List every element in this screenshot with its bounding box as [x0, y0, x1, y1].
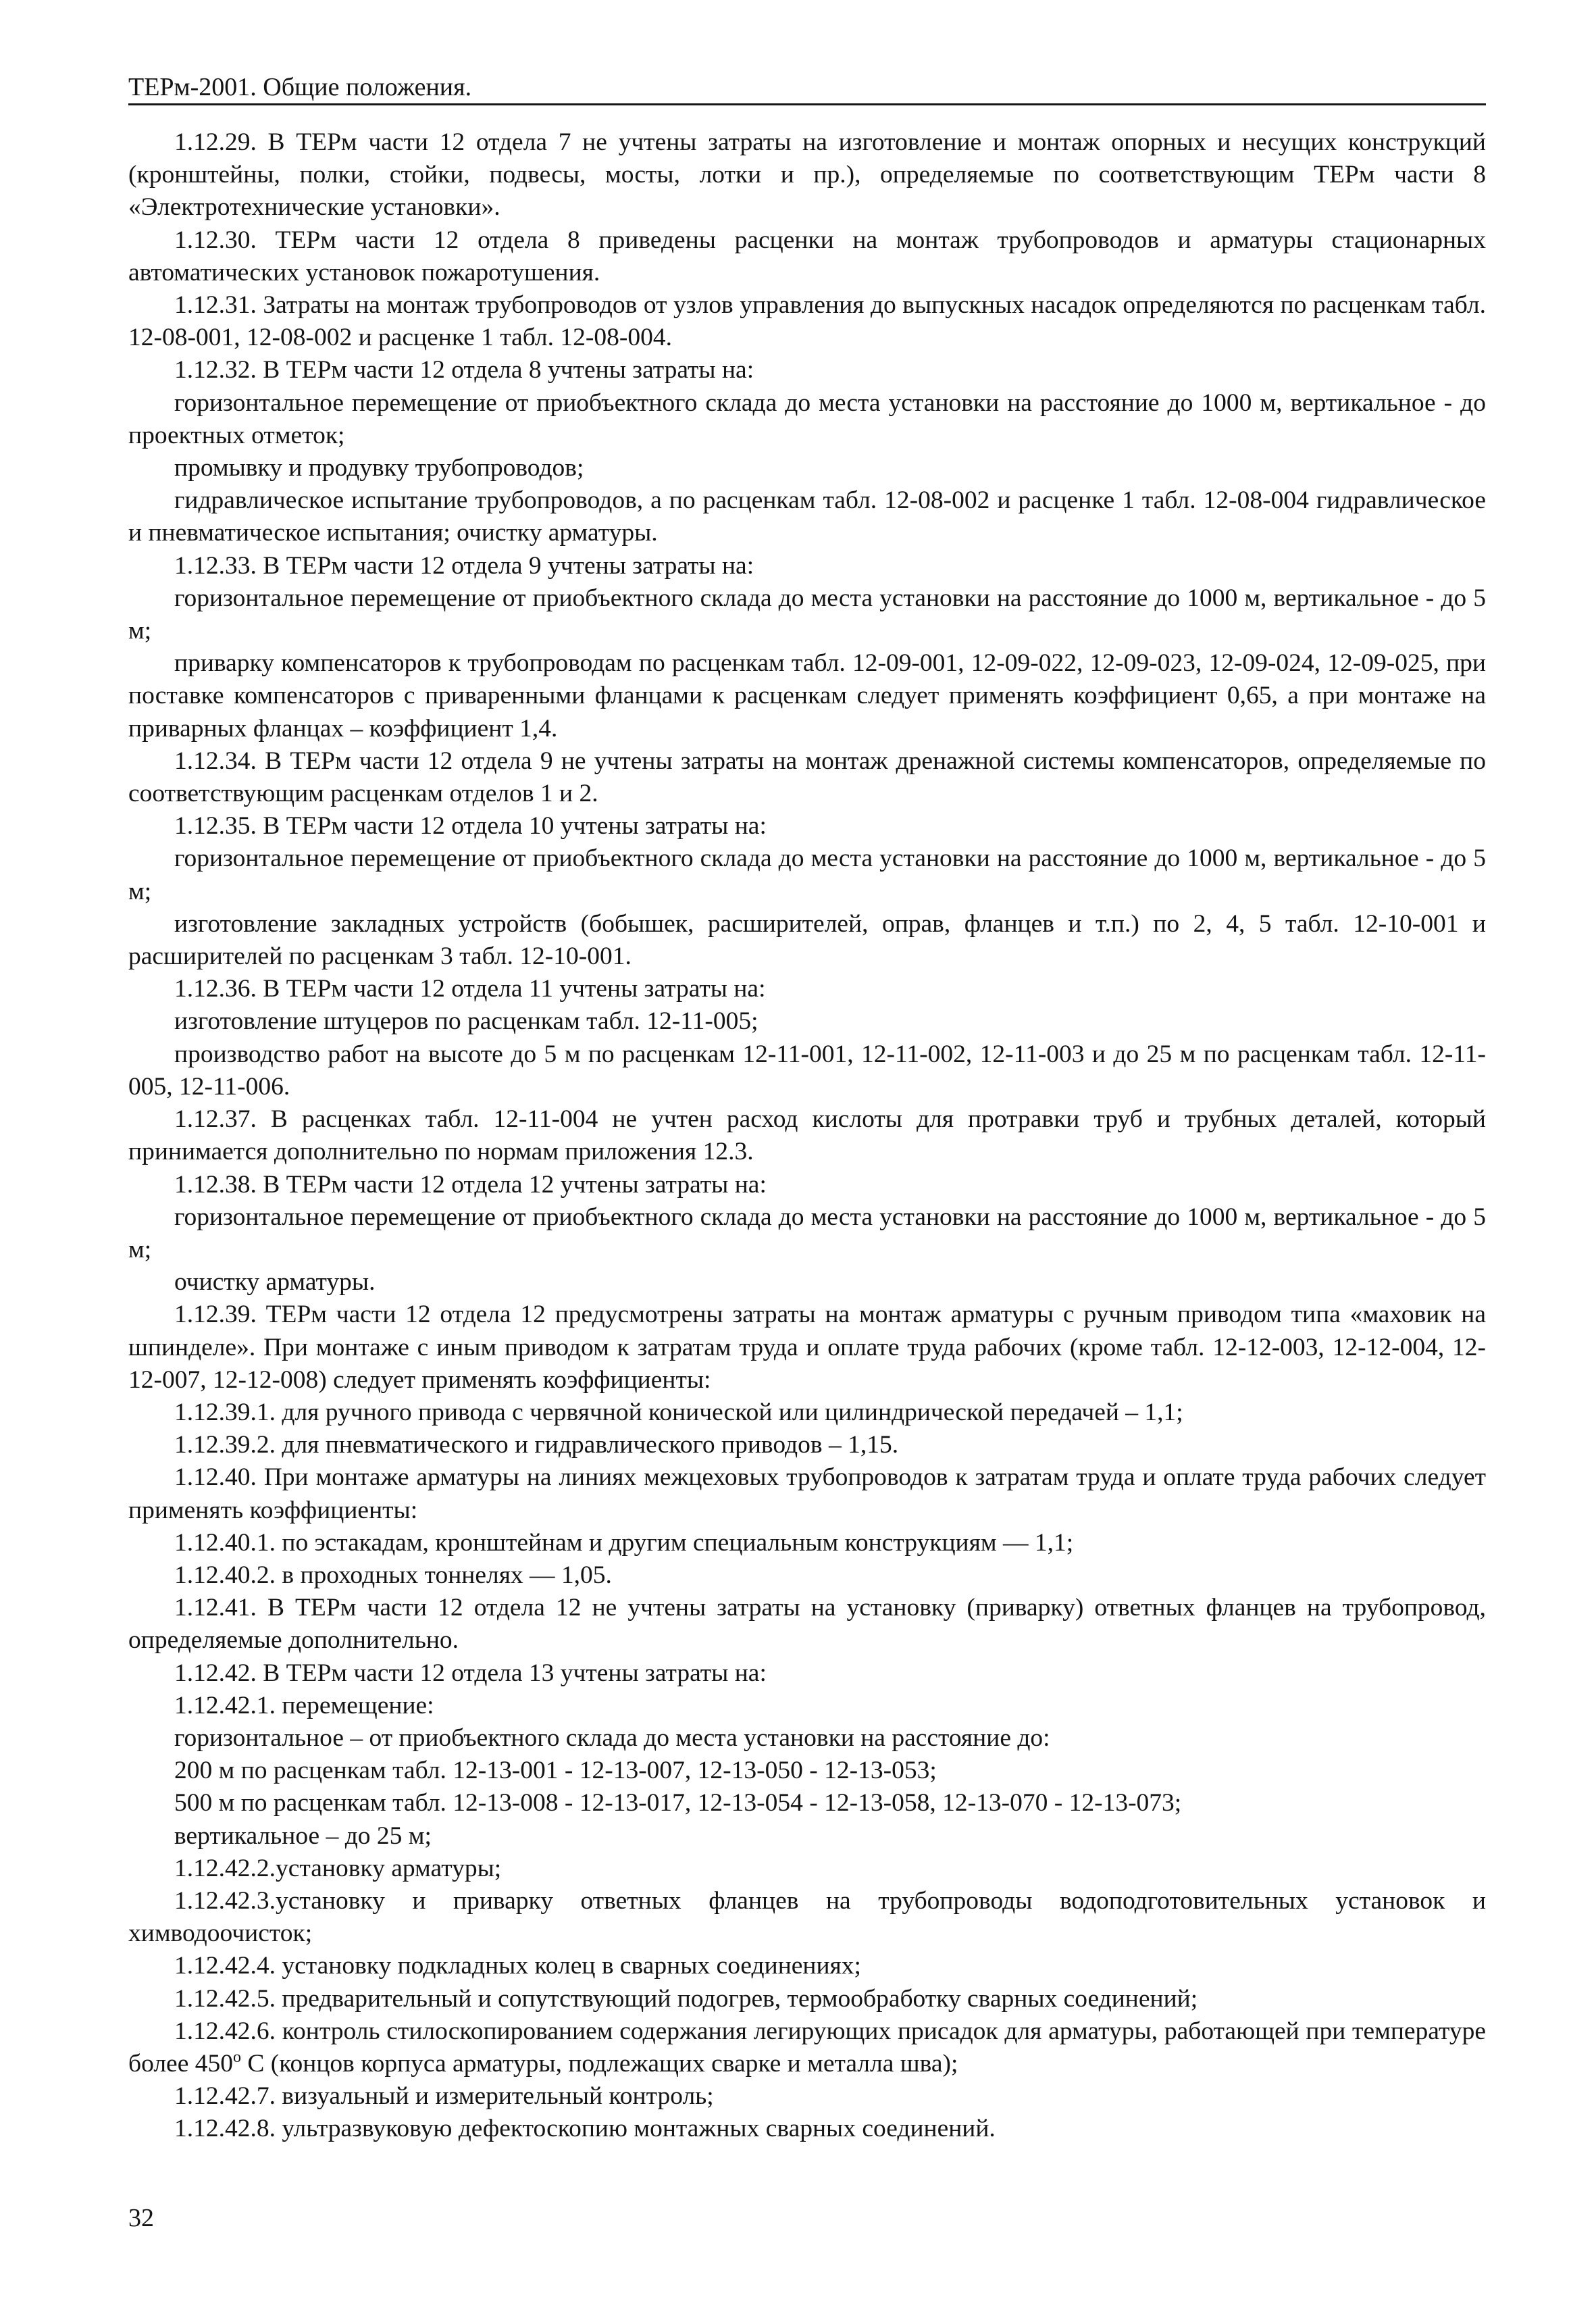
paragraph-1-12-42-2: 1.12.42.2.установку арматуры;	[174, 1854, 502, 1882]
paragraph-1-12-42-7: 1.12.42.7. визуальный и измерительный контроль;	[174, 2082, 714, 2111]
list-item: 500 м по расценкам табл. 12-13-008 - 12-13-017, 12-13-054 - 12-13-058, 12-13-070 - 12-13-073;	[174, 1789, 1182, 1817]
paragraph-1-12-31: 1.12.31. Затраты на монтаж трубопроводов от узлов управления до выпускных насадок определяются по расценкам табл. 12-08-001, 12-08-002 и расценке 1 табл. 12-08-004.	[128, 291, 1486, 352]
list-item: вертикальное – до 25 м;	[174, 1821, 432, 1850]
list-item: гидравлическое испытание трубопроводов, а по расценкам табл. 12-08-002 и расценке 1 табл. 12-08-004 гидравлическое и пневматическое испытания; очистку арматуры.	[128, 486, 1486, 547]
list-item: горизонтальное перемещение от приобъектного склада до места установки на расстояние до 1000 м, вертикальное - до 5 м;	[128, 1203, 1486, 1263]
paragraph-text: С (концов корпуса арматуры, подлежащих сварке и металла шва);	[240, 2049, 958, 2078]
list-item: 200 м по расценкам табл. 12-13-001 - 12-13-007, 12-13-050 - 12-13-053;	[174, 1757, 937, 1785]
list-item: горизонтальное – от приобъектного склада до места установки на расстояние до:	[174, 1724, 1050, 1752]
paragraph-1-12-36: 1.12.36. В ТЕРм части 12 отдела 11 учтены затраты на:	[174, 975, 766, 1003]
paragraph-1-12-34: 1.12.34. В ТЕРм части 12 отдела 9 не учтены затраты на монтаж дренажной системы компенсаторов, определяемые по соответствующим расценкам отделов 1 и 2.	[128, 747, 1486, 808]
paragraph-1-12-39: 1.12.39. ТЕРм части 12 отдела 12 предусмотрены затраты на монтаж арматуры с ручным приводом типа «маховик на шпинделе». При монтаже с иным приводом к затратам труда и оплате труда рабочих (кроме табл. 12-12-003, 12-12-004, 12-12-007, 12-12-008) следует применять коэффициенты:	[128, 1301, 1486, 1394]
running-header: ТЕРм-2001. Общие положения.	[128, 73, 472, 101]
paragraph-1-12-40-2: 1.12.40.2. в проходных тоннелях — 1,05.	[174, 1561, 612, 1589]
list-item: изготовление закладных устройств (бобышек, расширителей, оправ, фланцев и т.п.) по 2, 4, 5 табл. 12-10-001 и расширителей по расценкам 3 табл. 12-10-001.	[128, 909, 1486, 971]
paragraph-text: 1.12.42.6. контроль стилоскопированием содержания легирующих присадок для арматуры, работающей при температуре более 450	[128, 2017, 1486, 2078]
list-item: горизонтальное перемещение от приобъектного склада до места установки на расстояние до 1000 м, вертикальное - до 5 м;	[128, 845, 1486, 905]
paragraph-1-12-41: 1.12.41. В ТЕРм части 12 отдела 12 не учтены затраты на установку (приварку) ответных фланцев на трубопровод, определяемые дополнительно.	[128, 1594, 1486, 1655]
degree-sign: o	[232, 2048, 241, 2066]
paragraph-1-12-35: 1.12.35. В ТЕРм части 12 отдела 10 учтены затраты на:	[174, 812, 767, 840]
list-item: изготовление штуцеров по расценкам табл. 12-11-005;	[174, 1007, 758, 1036]
paragraph-1-12-40: 1.12.40. При монтаже арматуры на линиях межцеховых трубопроводов к затратам труда и оплате труда рабочих следует применять коэффициенты:	[128, 1463, 1486, 1524]
paragraph-1-12-42-5: 1.12.42.5. предварительный и сопутствующий подогрев, термообработку сварных соединений;	[174, 1984, 1198, 2013]
list-item: горизонтальное перемещение от приобъектного склада до места установки на расстояние до 1000 м, вертикальное - до 5 м;	[128, 584, 1486, 645]
paragraph-1-12-42-1: 1.12.42.1. перемещение:	[174, 1691, 434, 1719]
paragraph-1-12-42-3: 1.12.42.3.установку и приварку ответных фланцев на трубопроводы водоподготовительных установок и химводоочисток;	[128, 1886, 1486, 1948]
list-item: очистку арматуры.	[174, 1268, 376, 1297]
body-text	[128, 126, 1486, 2146]
paragraph-1-12-42: 1.12.42. В ТЕРм части 12 отдела 13 учтены затраты на:	[174, 1659, 767, 1687]
paragraph-1-12-39-2: 1.12.39.2. для пневматического и гидравлического приводов – 1,15.	[174, 1431, 899, 1459]
paragraph-1-12-42-6	[128, 2015, 1486, 2080]
list-item: горизонтальное перемещение от приобъектного склада до места установки на расстояние до 1000 м, вертикальное - до проектных отметок;	[128, 388, 1486, 449]
paragraph-1-12-32: 1.12.32. В ТЕРм части 12 отдела 8 учтены затраты на:	[174, 356, 754, 384]
list-item: производство работ на высоте до 5 м по расценкам 12-11-001, 12-11-002, 12-11-003 и до 25 м по расценкам табл. 12-11-005, 12-11-006.	[128, 1040, 1486, 1101]
list-item: промывку и продувку трубопроводов;	[174, 454, 584, 482]
header-rule	[128, 103, 1486, 105]
list-item: приварку компенсаторов к трубопроводам по расценкам табл. 12-09-001, 12-09-022, 12-09-023, 12-09-024, 12-09-025, при поставке компенсаторов с приваренными фланцами к расценкам следует применять коэффициент 0,65, а при монтаже на приварных фланцах – коэффициент 1,4.	[128, 649, 1486, 743]
paragraph-1-12-40-1: 1.12.40.1. по эстакадам, кронштейнам и другим специальным конструкциям — 1,1;	[174, 1528, 1074, 1557]
paragraph-1-12-37: 1.12.37. В расценках табл. 12-11-004 не учтен расход кислоты для протравки труб и трубных деталей, который принимается дополнительно по нормам приложения 12.3.	[128, 1105, 1486, 1166]
paragraph-1-12-39-1: 1.12.39.1. для ручного привода с червячной конической или цилиндрической передачей – 1,1;	[174, 1398, 1183, 1426]
paragraph-1-12-38: 1.12.38. В ТЕРм части 12 отдела 12 учтены затраты на:	[174, 1170, 767, 1199]
paragraph-1-12-30: 1.12.30. ТЕРм части 12 отдела 8 приведены расценки на монтаж трубопроводов и арматуры стационарных автоматических установок пожаротушения.	[128, 226, 1486, 286]
paragraph-1-12-42-8: 1.12.42.8. ультразвуковую дефектоскопию монтажных сварных соединений.	[174, 2115, 996, 2143]
paragraph-1-12-29: 1.12.29. В ТЕРм части 12 отдела 7 не учтены затраты на изготовление и монтаж опорных и несущих конструкций (кронштейны, полки, стойки, подвесы, мосты, лотки и пр.), определяемые по соответствующим ТЕРм части 8 «Электротехнические установки».	[128, 128, 1486, 222]
page-number: 32	[128, 2204, 154, 2232]
paragraph-1-12-33: 1.12.33. В ТЕРм части 12 отдела 9 учтены затраты на:	[174, 551, 754, 580]
paragraph-1-12-42-4: 1.12.42.4. установку подкладных колец в сварных соединениях;	[174, 1952, 861, 1980]
